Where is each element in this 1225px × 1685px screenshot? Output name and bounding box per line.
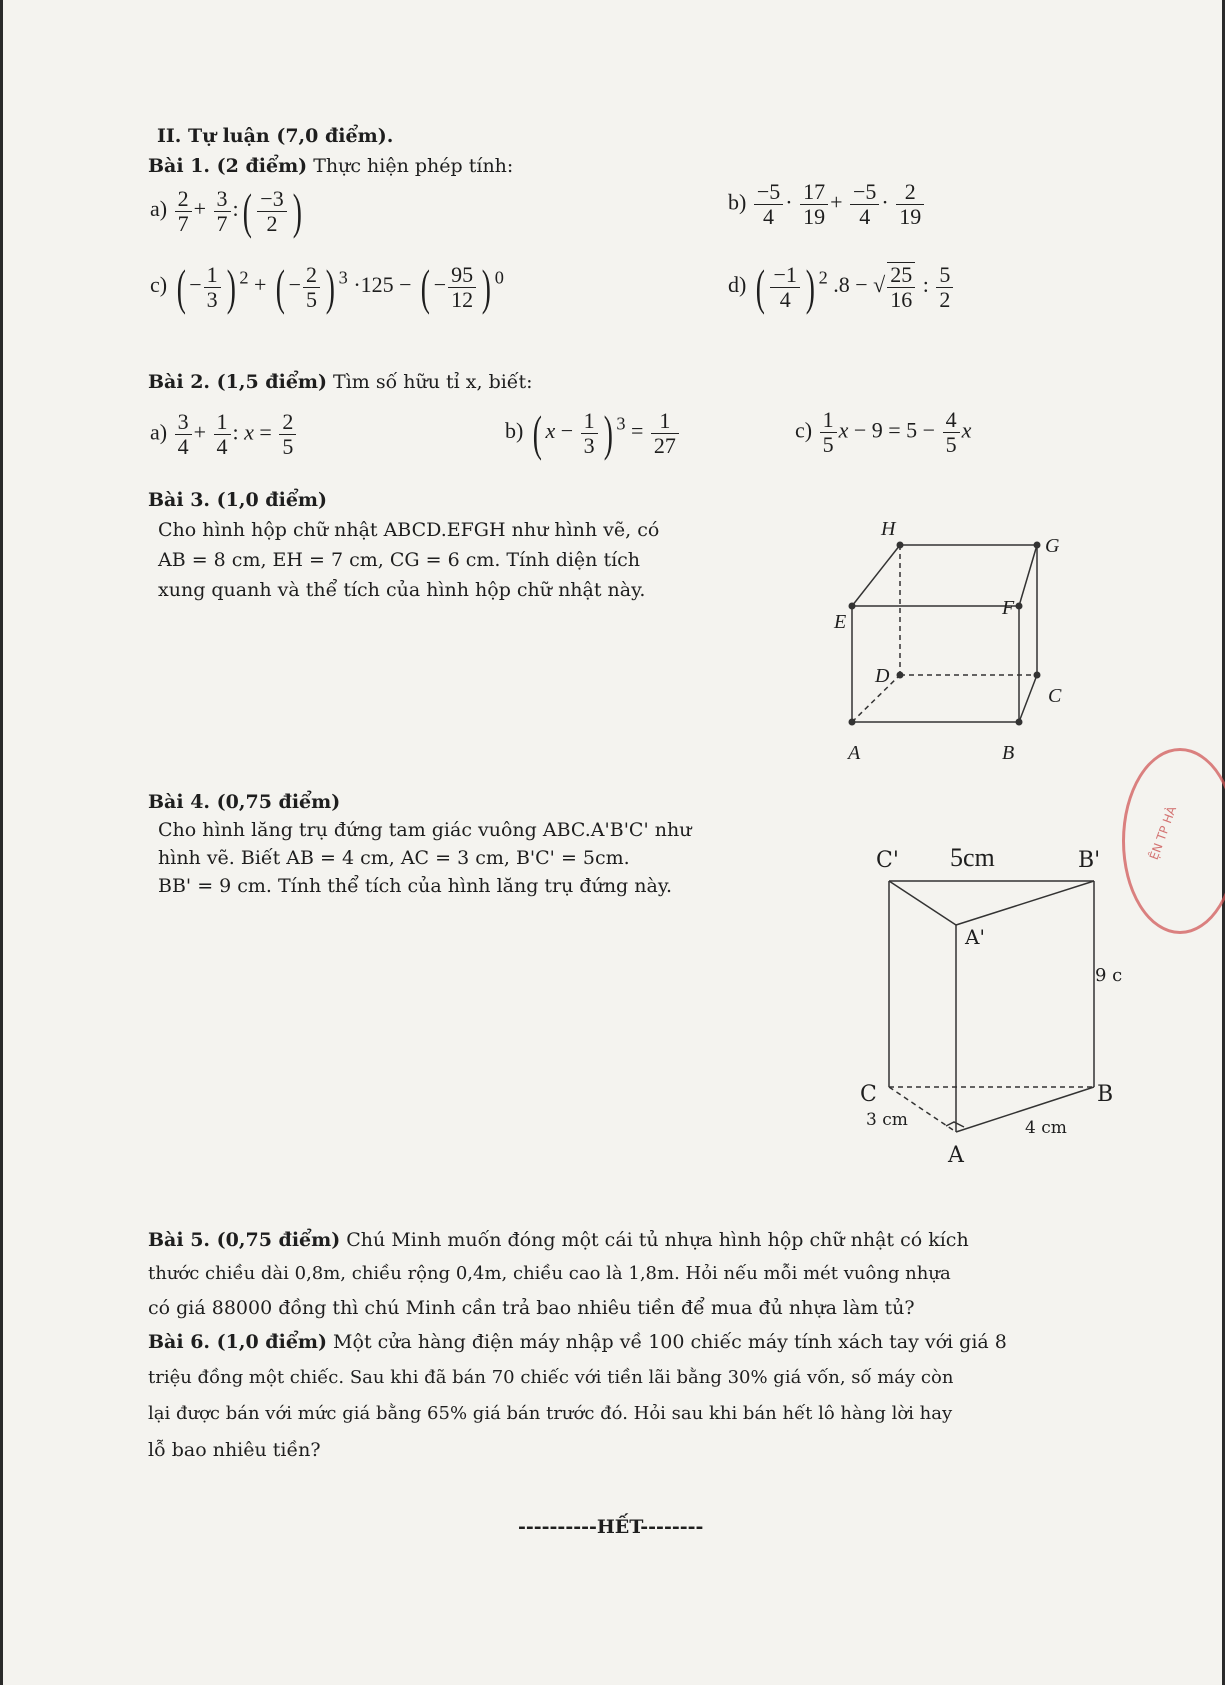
label-c1: C' bbox=[876, 848, 899, 873]
vertex-g bbox=[1034, 542, 1041, 549]
label-f: F bbox=[1002, 597, 1015, 619]
edge-c1a1 bbox=[889, 881, 956, 925]
bai1-b: b) $\frac{-5}{4}$ · $\frac{17}{19}$ + $\frac{-5}{4}$ · $\frac{2}{19}$ bbox=[728, 180, 926, 229]
label-e: E bbox=[834, 611, 847, 633]
cuboid-front-face bbox=[852, 606, 1019, 722]
edge-fg bbox=[1019, 545, 1037, 606]
bai3-line-2: AB = 8 cm, EH = 7 cm, CG = 6 cm. Tính diện tích bbox=[158, 549, 641, 571]
cuboid-figure bbox=[820, 515, 1080, 765]
bai6-line-3: lại được bán với mức giá bằng 65% giá bán trước đó. Hỏi sau khi bán hết lô hàng lời hay bbox=[148, 1403, 953, 1424]
bai4-header: Bài 4. (0,75 điểm) bbox=[148, 791, 341, 813]
bai1-a: a) $\frac{2}{7}$ + $\frac{3}{7}$ :( $\frac{-3}{2}$ ) bbox=[150, 183, 302, 239]
bai5-line-2: thước chiều dài 0,8m, chiều rộng 0,4m, chiều cao là 1,8m. Hỏi nếu mỗi mét vuông nhựa bbox=[148, 1263, 951, 1284]
bai3-line-1: Cho hình hộp chữ nhật ABCD.EFGH như hình vẽ, có bbox=[158, 519, 660, 541]
bai6-line-1: Bài 6. (1,0 điểm) Một cửa hàng điện máy nhập về 100 chiếc máy tính xách tay với giá 8 bbox=[148, 1331, 1007, 1353]
bai2-a: a) $\frac{3}{4}$ + $\frac{1}{4}$ : x = $\frac{2}{5}$ bbox=[150, 410, 298, 459]
label-b1: B' bbox=[1078, 848, 1101, 873]
label-h: H bbox=[881, 518, 896, 540]
edge-bc bbox=[1019, 675, 1037, 722]
label-4cm: 4 cm bbox=[1025, 1118, 1067, 1138]
bai1-d: d) ( $\frac{-1}{4}$ ) $^2$ .8 − √ $\frac{25}{16}$ : $\frac{5}{2}$ bbox=[728, 262, 955, 312]
bai2-header: Bài 2. (1,5 điểm) Tìm số hữu tỉ x, biết: bbox=[148, 371, 533, 393]
label-b: B bbox=[1097, 1082, 1114, 1107]
bai4-line-3: BB' = 9 cm. Tính thể tích của hình lăng trụ đứng này. bbox=[158, 875, 673, 897]
bai1-c: c) ( − $\frac{1}{3}$ ) $^2$ + ( − $\frac{2}{5}$ ) $^3$ ·125 − ( − $\frac{95}{12}$ ) $^0$ bbox=[150, 259, 504, 315]
red-stamp bbox=[1122, 748, 1225, 934]
label-d: D bbox=[875, 665, 890, 687]
label-a1: A' bbox=[965, 925, 985, 949]
vertex-c bbox=[1034, 672, 1041, 679]
bai1-header: Bài 1. (2 điểm) Thực hiện phép tính: bbox=[148, 155, 514, 177]
label-g: G bbox=[1045, 535, 1060, 557]
label-c: C bbox=[1048, 685, 1062, 707]
bai5-line-1: Bài 5. (0,75 điểm) Chú Minh muốn đóng một cái tủ nhựa hình hộp chữ nhật có kích bbox=[148, 1229, 969, 1251]
vertex-b bbox=[1016, 719, 1023, 726]
bai4-line-2: hình vẽ. Biết AB = 4 cm, AC = 3 cm, B'C' = 5cm. bbox=[158, 847, 630, 869]
footer-end: ----------HẾT-------- bbox=[518, 1516, 704, 1538]
bai2-b: b) ( x − $\frac{1}{3}$ ) $^3$ = $\frac{1}{27}$ bbox=[505, 408, 681, 458]
bai3-line-3: xung quanh và thể tích của hình hộp chữ nhật này. bbox=[158, 579, 646, 601]
label-b: B bbox=[1002, 742, 1015, 764]
bai6-line-2: triệu đồng một chiếc. Sau khi đã bán 70 chiếc với tiền lãi bằng 30% giá vốn, số máy còn bbox=[148, 1367, 954, 1388]
edge-eh bbox=[852, 545, 900, 606]
bai3-header: Bài 3. (1,0 điểm) bbox=[148, 489, 327, 511]
label-a: A bbox=[848, 742, 861, 764]
prism-figure bbox=[860, 870, 1123, 1150]
vertex-f bbox=[1016, 603, 1023, 610]
bai4-line-1: Cho hình lăng trụ đứng tam giác vuông ABC.A'B'C' như bbox=[158, 819, 692, 841]
vertex-a bbox=[849, 719, 856, 726]
label-5cm: 5cm bbox=[950, 843, 995, 872]
bai6-line-4: lỗ bao nhiêu tiền? bbox=[148, 1439, 321, 1461]
vertex-d bbox=[897, 672, 904, 679]
edge-a1b1 bbox=[956, 881, 1094, 925]
label-c: C bbox=[860, 1082, 877, 1107]
page-edge-left bbox=[0, 0, 3, 1685]
label-9cm: 9 c bbox=[1095, 965, 1123, 986]
bai2-c: c) $\frac{1}{5}$ x − 9 = 5 − $\frac{4}{5}$ x bbox=[795, 407, 972, 457]
right-angle-mark bbox=[946, 1122, 964, 1127]
label-3cm: 3 cm bbox=[866, 1110, 908, 1130]
vertex-e bbox=[849, 603, 856, 610]
bai5-line-3: có giá 88000 đồng thì chú Minh cần trả bao nhiêu tiền để mua đủ nhựa làm tủ? bbox=[148, 1297, 915, 1319]
vertex-h bbox=[897, 542, 904, 549]
section-title: II. Tự luận (7,0 điểm). bbox=[157, 125, 394, 147]
label-a: A bbox=[948, 1143, 964, 1168]
stamp-text: ỆN TP HÀ bbox=[1146, 804, 1180, 862]
